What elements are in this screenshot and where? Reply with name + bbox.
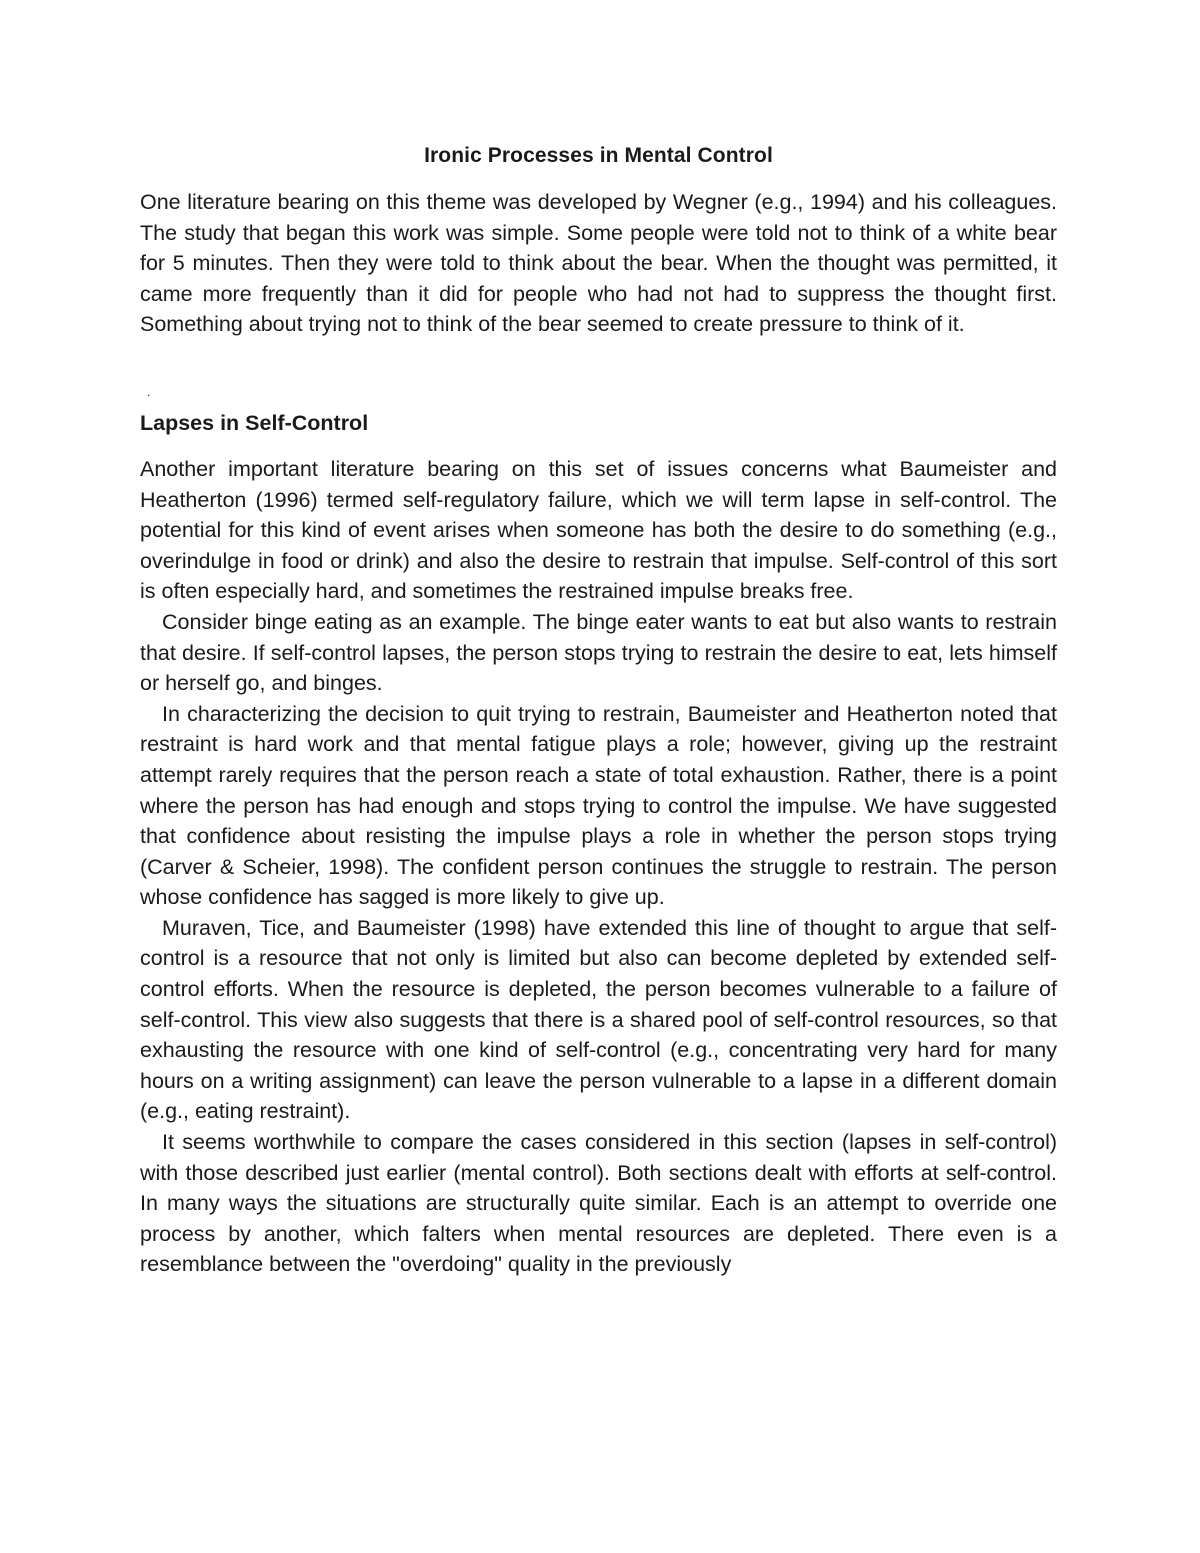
body-paragraph: It seems worthwhile to compare the cases considered in this section (lapses in self-control) with those described just earlier (mental control). Both sections dealt with efforts at self-control. In many ways the situations are structurally quite similar. Each is an attempt to override one process by another, which falters when mental resources are depleted. There even is a resemblance between the "overdoing" quality in the previously [140, 1130, 1057, 1277]
body-paragraph: Muraven, Tice, and Baumeister (1998) have extended this line of thought to argue that self-control is a resource that not only is limited but also can become depleted by extended self-control efforts. When the resource is depleted, the person becomes vulnerable to a failure of self-control. This view also suggests that there is a shared pool of self-control resources, so that exhausting the resource with one kind of self-control (e.g., concentrating very hard for many hours on a writing assignment) can leave the person vulnerable to a lapse in a different domain (e.g., eating restraint). [140, 915, 1057, 1124]
stray-mark: . [147, 384, 151, 399]
section-heading: Lapses in Self-Control [140, 410, 369, 435]
page-content [140, 141, 1057, 1280]
body-paragraph: In characterizing the decision to quit trying to restrain, Baumeister and Heatherton noted that restraint is hard work and that mental fatigue plays a role; however, giving up the restraint attempt rarely requires that the person reach a state of total exhaustion. Rather, there is a point where the person has had enough and stops trying to control the impulse. We have suggested that confidence about resisting the impulse plays a role in whether the person stops trying (Carver & Scheier, 1998). The confident person continues the struggle to restrain. The person whose confidence has sagged is more likely to give up. [140, 701, 1057, 910]
body-paragraph: One literature bearing on this theme was developed by Wegner (e.g., 1994) and his colleagues. The study that began this work was simple. Some people were told not to think of a white bear for 5 minutes. Then they were told to think about the bear. When the thought was permitted, it came more frequently than it did for people who had not had to suppress the thought first. Something about trying not to think of the bear seemed to create pressure to think of it. [140, 190, 1057, 337]
body-paragraph: Consider binge eating as an example. The binge eater wants to eat but also wants to restrain that desire. If self-control lapses, the person stops trying to restrain the desire to eat, lets himself or herself go, and binges. [140, 609, 1057, 696]
body-paragraph: Another important literature bearing on this set of issues concerns what Baumeister and Heatherton (1996) termed self-regulatory failure, which we will term lapse in self-control. The potential for this kind of event arises when someone has both the desire to do something (e.g., overindulge in food or drink) and also the desire to restrain that impulse. Self-control of this sort is often especially hard, and sometimes the restrained impulse breaks free. [140, 456, 1057, 604]
document-title: Ironic Processes in Mental Control [424, 144, 773, 167]
